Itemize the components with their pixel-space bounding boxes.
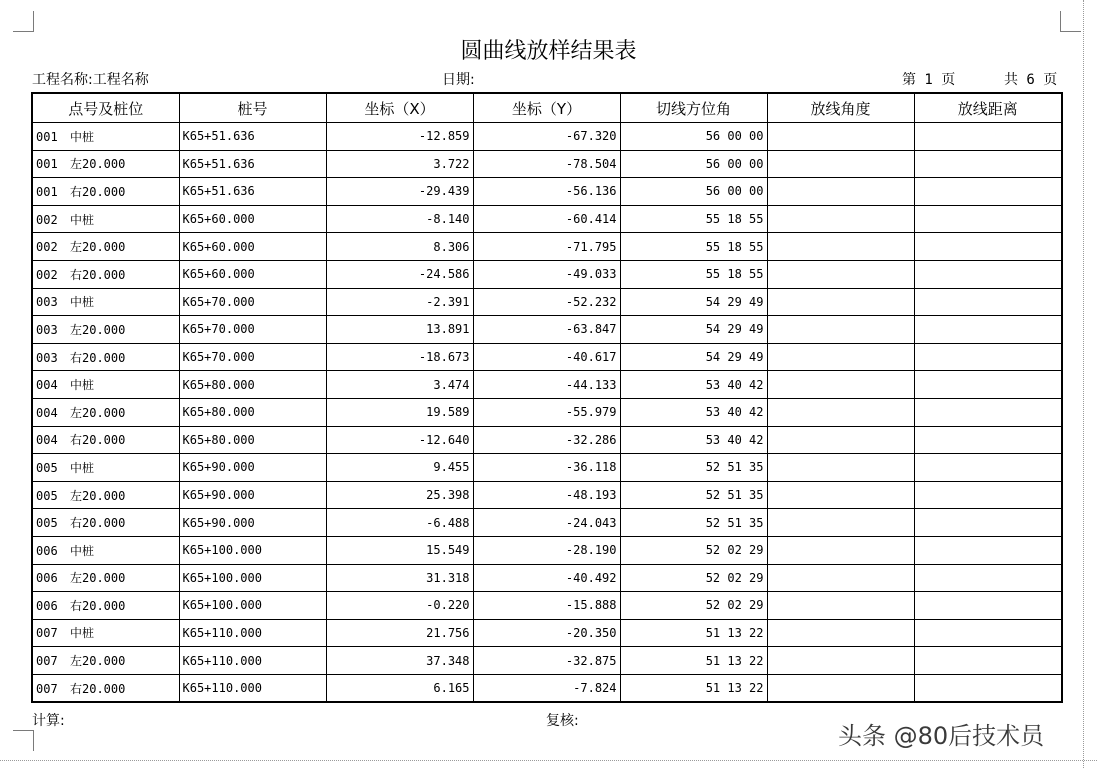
stakeout-distance-cell (914, 647, 1062, 675)
table-row (32, 564, 1062, 592)
x-coordinate-cell: 9.455 (326, 454, 473, 482)
y-coordinate-cell: -7.824 (473, 674, 620, 702)
stakeout-distance-cell (914, 123, 1062, 151)
point-number: 004 (36, 378, 58, 393)
y-coordinate-cell: -60.414 (473, 205, 620, 233)
azimuth-cell: 54 29 49 (620, 288, 767, 316)
station-cell: K65+90.000 (179, 454, 326, 482)
point-number: 006 (36, 598, 58, 613)
x-coordinate-cell: -29.439 (326, 178, 473, 206)
azimuth-cell: 51 13 22 (620, 674, 767, 702)
stakeout-distance-cell (914, 619, 1062, 647)
station-cell: K65+100.000 (179, 536, 326, 564)
x-coordinate-cell: -0.220 (326, 592, 473, 620)
column-header-y: 坐标（Y） (473, 93, 620, 123)
stakeout-distance-cell (914, 150, 1062, 178)
table-row (32, 398, 1062, 426)
azimuth-cell: 55 18 55 (620, 233, 767, 261)
x-coordinate-cell: 31.318 (326, 564, 473, 592)
stakeout-angle-cell (767, 426, 914, 454)
point-cell (32, 123, 179, 151)
stake-position: 左20.000 (70, 571, 126, 586)
azimuth-cell: 54 29 49 (620, 316, 767, 344)
station-cell: K65+100.000 (179, 592, 326, 620)
table-row (32, 592, 1062, 620)
station-cell: K65+110.000 (179, 647, 326, 675)
x-coordinate-cell: 13.891 (326, 316, 473, 344)
y-coordinate-cell: -32.286 (473, 426, 620, 454)
stakeout-angle-cell (767, 454, 914, 482)
station-cell: K65+51.636 (179, 123, 326, 151)
point-cell (32, 150, 179, 178)
table-row (32, 205, 1062, 233)
y-coordinate-cell: -56.136 (473, 178, 620, 206)
table-row (32, 343, 1062, 371)
stakeout-angle-cell (767, 647, 914, 675)
station-cell: K65+60.000 (179, 205, 326, 233)
y-coordinate-cell: -15.888 (473, 592, 620, 620)
stakeout-angle-cell (767, 233, 914, 261)
y-coordinate-cell: -40.492 (473, 564, 620, 592)
stakeout-distance-cell (914, 481, 1062, 509)
x-coordinate-cell: -6.488 (326, 509, 473, 537)
table-row (32, 123, 1062, 151)
point-cell (32, 536, 179, 564)
table-header-row (32, 93, 1062, 123)
point-cell (32, 233, 179, 261)
point-number: 002 (36, 212, 58, 227)
azimuth-cell: 51 13 22 (620, 647, 767, 675)
column-header-angle: 放线角度 (767, 93, 914, 123)
stakeout-distance-cell (914, 564, 1062, 592)
x-coordinate-cell: 6.165 (326, 674, 473, 702)
table-row (32, 536, 1062, 564)
azimuth-cell: 51 13 22 (620, 619, 767, 647)
point-number: 006 (36, 571, 58, 586)
date-label: 日期: (442, 72, 475, 88)
stakeout-distance-cell (914, 674, 1062, 702)
y-coordinate-cell: -55.979 (473, 398, 620, 426)
point-cell (32, 619, 179, 647)
table-row (32, 509, 1062, 537)
column-header-azimuth: 切线方位角 (620, 93, 767, 123)
point-number: 005 (36, 460, 58, 475)
point-cell (32, 564, 179, 592)
x-coordinate-cell: -24.586 (326, 260, 473, 288)
stake-position: 中桩 (70, 212, 95, 227)
column-header-point: 点号及桩位 (32, 93, 179, 123)
calculated-by-label: 计算: (32, 713, 65, 729)
station-cell: K65+60.000 (179, 233, 326, 261)
azimuth-cell: 56 00 00 (620, 123, 767, 151)
table-row (32, 260, 1062, 288)
stake-position: 中桩 (70, 129, 95, 144)
y-coordinate-cell: -48.193 (473, 481, 620, 509)
table-row (32, 426, 1062, 454)
x-coordinate-cell: -2.391 (326, 288, 473, 316)
point-cell (32, 481, 179, 509)
y-coordinate-cell: -71.795 (473, 233, 620, 261)
stakeout-distance-cell (914, 233, 1062, 261)
checked-by-label: 复核: (546, 713, 579, 729)
stakeout-results-table (31, 92, 1063, 703)
point-cell (32, 398, 179, 426)
azimuth-cell: 53 40 42 (620, 371, 767, 399)
stake-position: 中桩 (70, 378, 95, 393)
point-number: 005 (36, 488, 58, 503)
table-row (32, 371, 1062, 399)
azimuth-cell: 52 51 35 (620, 454, 767, 482)
stakeout-distance-cell (914, 316, 1062, 344)
point-cell (32, 371, 179, 399)
stakeout-distance-cell (914, 343, 1062, 371)
azimuth-cell: 56 00 00 (620, 178, 767, 206)
station-cell: K65+90.000 (179, 481, 326, 509)
y-coordinate-cell: -63.847 (473, 316, 620, 344)
table-row (32, 674, 1062, 702)
stake-position: 左20.000 (70, 488, 126, 503)
stake-position: 右20.000 (70, 433, 126, 448)
station-cell: K65+70.000 (179, 316, 326, 344)
x-coordinate-cell: 19.589 (326, 398, 473, 426)
stake-position: 左20.000 (70, 240, 126, 255)
point-cell (32, 316, 179, 344)
column-header-x: 坐标（X） (326, 93, 473, 123)
point-number: 001 (36, 129, 58, 144)
point-cell (32, 426, 179, 454)
point-number: 007 (36, 681, 58, 696)
stakeout-angle-cell (767, 178, 914, 206)
page-corner-mark-bottom-left (13, 730, 34, 751)
table-row (32, 233, 1062, 261)
point-number: 001 (36, 157, 58, 172)
y-coordinate-cell: -24.043 (473, 509, 620, 537)
stakeout-angle-cell (767, 592, 914, 620)
azimuth-cell: 52 51 35 (620, 481, 767, 509)
stakeout-angle-cell (767, 150, 914, 178)
stakeout-angle-cell (767, 288, 914, 316)
page-boundary-bottom (0, 760, 1097, 761)
y-coordinate-cell: -36.118 (473, 454, 620, 482)
stakeout-angle-cell (767, 123, 914, 151)
station-cell: K65+80.000 (179, 371, 326, 399)
point-number: 002 (36, 267, 58, 282)
x-coordinate-cell: 8.306 (326, 233, 473, 261)
x-coordinate-cell: -18.673 (326, 343, 473, 371)
station-cell: K65+100.000 (179, 564, 326, 592)
stakeout-distance-cell (914, 454, 1062, 482)
point-cell (32, 647, 179, 675)
stake-position: 右20.000 (70, 267, 126, 282)
y-coordinate-cell: -28.190 (473, 536, 620, 564)
point-cell (32, 288, 179, 316)
point-number: 003 (36, 322, 58, 337)
stakeout-distance-cell (914, 398, 1062, 426)
table-row (32, 150, 1062, 178)
point-cell (32, 454, 179, 482)
table-row (32, 454, 1062, 482)
station-cell: K65+70.000 (179, 343, 326, 371)
stakeout-angle-cell (767, 674, 914, 702)
point-number: 002 (36, 240, 58, 255)
point-cell (32, 592, 179, 620)
azimuth-cell: 56 00 00 (620, 150, 767, 178)
stake-position: 右20.000 (70, 681, 126, 696)
stakeout-angle-cell (767, 509, 914, 537)
azimuth-cell: 52 02 29 (620, 592, 767, 620)
y-coordinate-cell: -78.504 (473, 150, 620, 178)
y-coordinate-cell: -49.033 (473, 260, 620, 288)
stake-position: 左20.000 (70, 157, 126, 172)
stake-position: 右20.000 (70, 184, 126, 199)
point-number: 006 (36, 543, 58, 558)
point-cell (32, 509, 179, 537)
stakeout-angle-cell (767, 536, 914, 564)
point-number: 004 (36, 405, 58, 420)
stake-position: 中桩 (70, 543, 95, 558)
x-coordinate-cell: -8.140 (326, 205, 473, 233)
azimuth-cell: 53 40 42 (620, 426, 767, 454)
stake-position: 中桩 (70, 295, 95, 310)
page-total: 共 6 页 (1004, 72, 1058, 88)
column-header-distance: 放线距离 (914, 93, 1062, 123)
stakeout-distance-cell (914, 205, 1062, 233)
column-header-station: 桩号 (179, 93, 326, 123)
page-boundary-right (1083, 0, 1084, 768)
y-coordinate-cell: -67.320 (473, 123, 620, 151)
y-coordinate-cell: -44.133 (473, 371, 620, 399)
stakeout-angle-cell (767, 564, 914, 592)
stakeout-distance-cell (914, 592, 1062, 620)
page-number: 第 1 页 (902, 72, 956, 88)
stake-position: 右20.000 (70, 350, 126, 365)
stakeout-distance-cell (914, 288, 1062, 316)
page-corner-mark-top-left (13, 11, 34, 32)
station-cell: K65+80.000 (179, 398, 326, 426)
x-coordinate-cell: 25.398 (326, 481, 473, 509)
stakeout-angle-cell (767, 398, 914, 426)
azimuth-cell: 53 40 42 (620, 398, 767, 426)
point-cell (32, 205, 179, 233)
azimuth-cell: 54 29 49 (620, 343, 767, 371)
stake-position: 中桩 (70, 460, 95, 475)
point-number: 001 (36, 184, 58, 199)
stake-position: 左20.000 (70, 322, 126, 337)
table-row (32, 316, 1062, 344)
station-cell: K65+80.000 (179, 426, 326, 454)
stakeout-angle-cell (767, 371, 914, 399)
stakeout-angle-cell (767, 481, 914, 509)
stakeout-angle-cell (767, 343, 914, 371)
table-row (32, 178, 1062, 206)
stakeout-distance-cell (914, 536, 1062, 564)
table-row (32, 619, 1062, 647)
stakeout-distance-cell (914, 178, 1062, 206)
point-cell (32, 674, 179, 702)
project-name: 工程名称:工程名称 (32, 72, 149, 88)
station-cell: K65+110.000 (179, 619, 326, 647)
stake-position: 左20.000 (70, 405, 126, 420)
y-coordinate-cell: -40.617 (473, 343, 620, 371)
stakeout-distance-cell (914, 509, 1062, 537)
page-corner-mark-top-right (1060, 11, 1081, 32)
table-row (32, 481, 1062, 509)
station-cell: K65+51.636 (179, 178, 326, 206)
x-coordinate-cell: -12.640 (326, 426, 473, 454)
point-cell (32, 260, 179, 288)
azimuth-cell: 52 51 35 (620, 509, 767, 537)
stake-position: 右20.000 (70, 516, 126, 531)
point-number: 005 (36, 516, 58, 531)
stakeout-angle-cell (767, 260, 914, 288)
station-cell: K65+60.000 (179, 260, 326, 288)
x-coordinate-cell: 21.756 (326, 619, 473, 647)
x-coordinate-cell: 15.549 (326, 536, 473, 564)
stake-position: 右20.000 (70, 598, 126, 613)
x-coordinate-cell: 3.722 (326, 150, 473, 178)
stakeout-angle-cell (767, 619, 914, 647)
azimuth-cell: 52 02 29 (620, 536, 767, 564)
station-cell: K65+70.000 (179, 288, 326, 316)
point-cell (32, 343, 179, 371)
point-number: 003 (36, 295, 58, 310)
point-cell (32, 178, 179, 206)
point-number: 003 (36, 350, 58, 365)
point-number: 004 (36, 433, 58, 448)
azimuth-cell: 55 18 55 (620, 260, 767, 288)
y-coordinate-cell: -52.232 (473, 288, 620, 316)
x-coordinate-cell: 3.474 (326, 371, 473, 399)
azimuth-cell: 55 18 55 (620, 205, 767, 233)
station-cell: K65+51.636 (179, 150, 326, 178)
table-row (32, 288, 1062, 316)
stakeout-distance-cell (914, 426, 1062, 454)
stake-position: 左20.000 (70, 654, 126, 669)
point-number: 007 (36, 626, 58, 641)
stake-position: 中桩 (70, 626, 95, 641)
stakeout-angle-cell (767, 316, 914, 344)
stakeout-angle-cell (767, 205, 914, 233)
x-coordinate-cell: -12.859 (326, 123, 473, 151)
stakeout-distance-cell (914, 371, 1062, 399)
stakeout-distance-cell (914, 260, 1062, 288)
y-coordinate-cell: -32.875 (473, 647, 620, 675)
point-number: 007 (36, 654, 58, 669)
table-row (32, 647, 1062, 675)
watermark: 头条 @80后技术员 (838, 722, 1045, 750)
y-coordinate-cell: -20.350 (473, 619, 620, 647)
azimuth-cell: 52 02 29 (620, 564, 767, 592)
station-cell: K65+110.000 (179, 674, 326, 702)
report-title: 圆曲线放样结果表 (460, 39, 637, 64)
station-cell: K65+90.000 (179, 509, 326, 537)
x-coordinate-cell: 37.348 (326, 647, 473, 675)
